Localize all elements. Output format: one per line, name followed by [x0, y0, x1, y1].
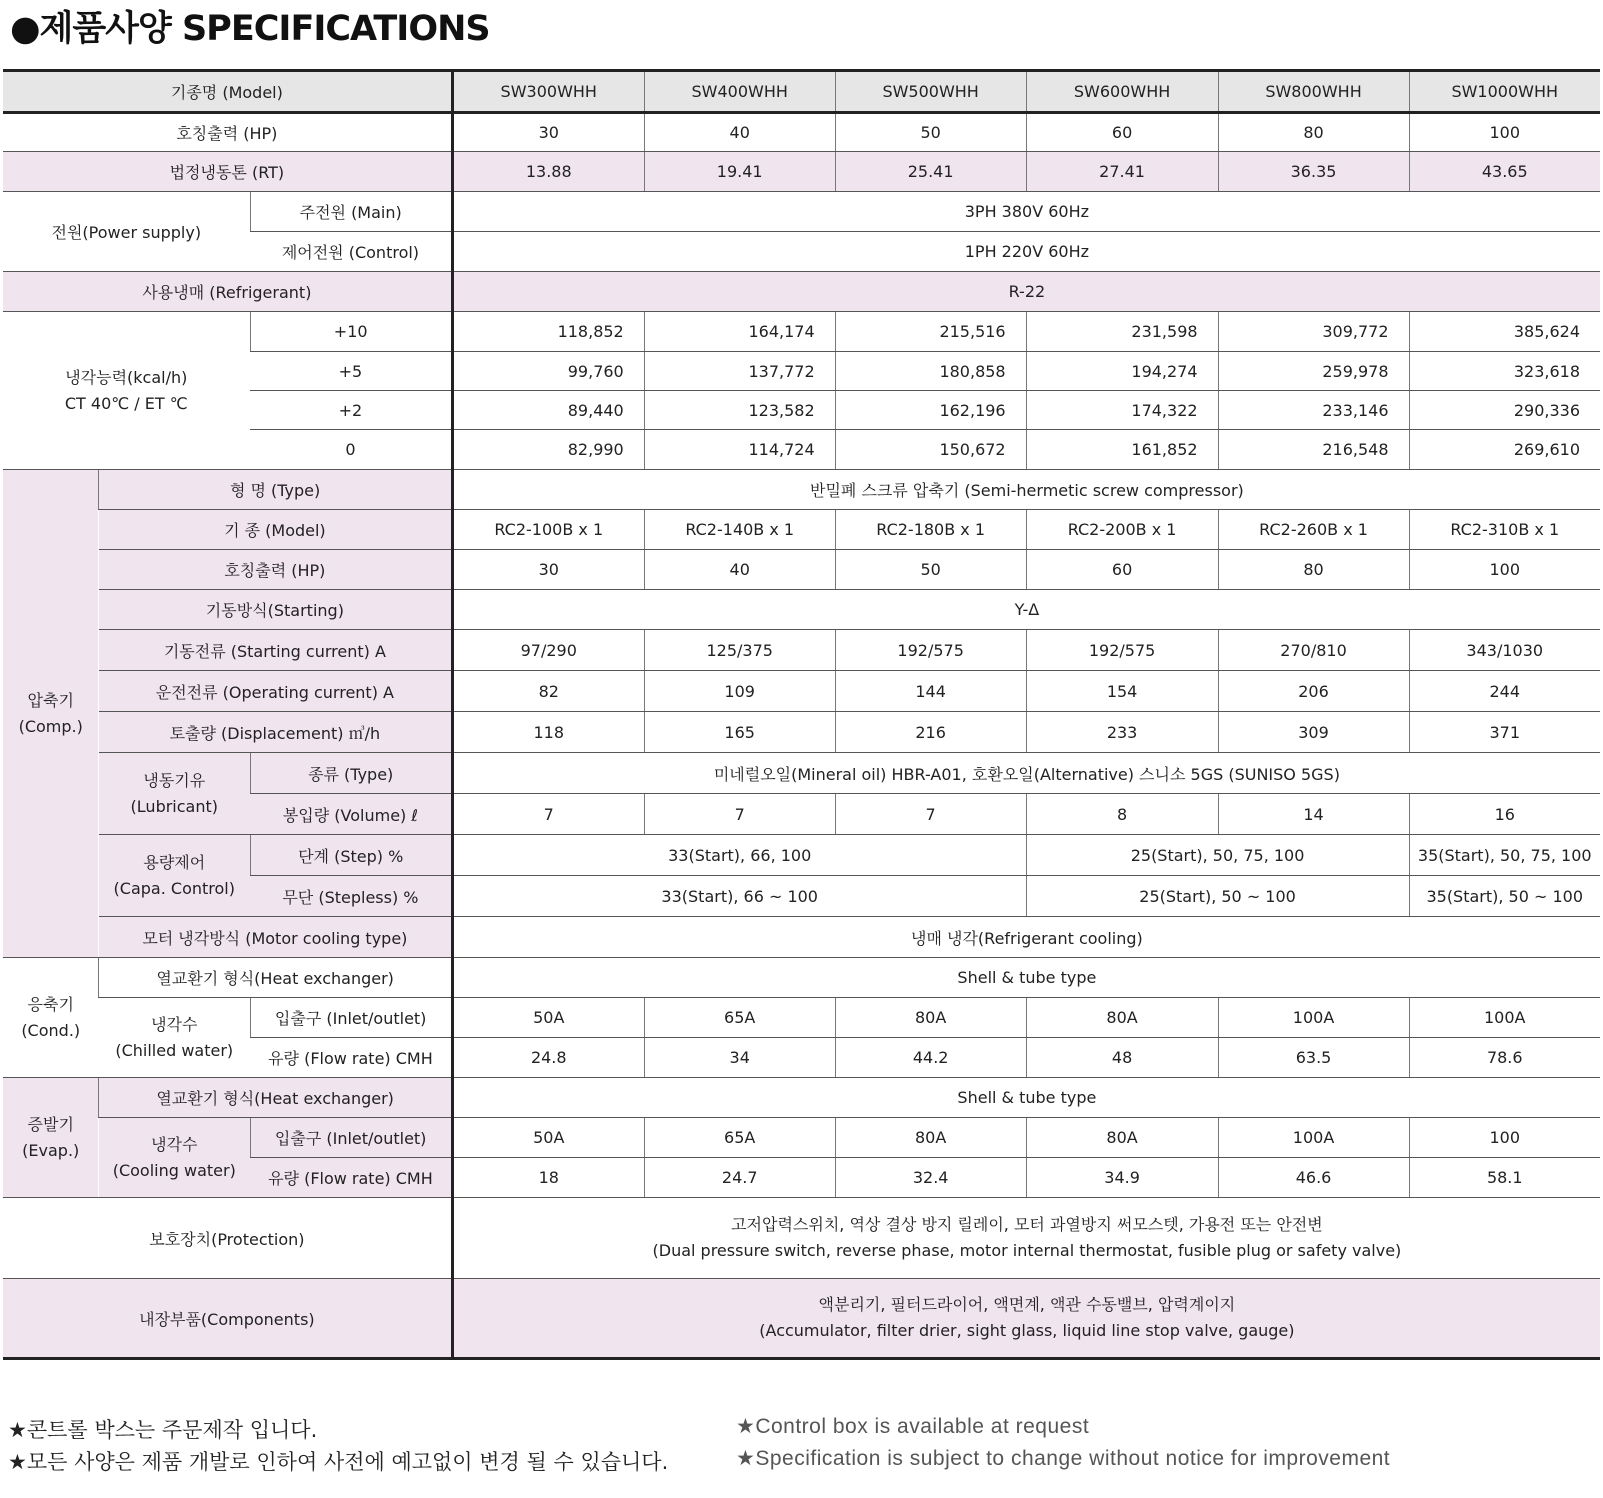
- lubricant-type-row: [3, 753, 1600, 794]
- merged-value: 미네럴오일(Mineral oil) HBR-A01, 호환오일(Alternative) 스니소 5GS (SUNISO 5GS): [452, 753, 1600, 794]
- cell-value: 194,274: [1026, 352, 1218, 391]
- model-name: SW300WHH: [452, 71, 644, 113]
- group-label-line: 냉각능력(kcal/h): [65, 367, 188, 387]
- cell-value: 371: [1409, 712, 1600, 753]
- cell-value: 50: [835, 113, 1026, 152]
- cell-value: 216: [835, 712, 1026, 753]
- evap-hx-row: [3, 1078, 1600, 1118]
- row-label: 열교환기 형식(Heat exchanger): [99, 958, 452, 998]
- cell-value: RC2-310B x 1: [1409, 510, 1600, 550]
- row-label: 기동방식(Starting): [99, 590, 452, 630]
- cell-value: 180,858: [835, 352, 1026, 391]
- sub-label: 유량 (Flow rate) CMH: [250, 1038, 452, 1078]
- merged-value: 33(Start), 66, 100: [452, 835, 1026, 876]
- comp-op-current-row: [3, 671, 1600, 712]
- cell-value: 30: [452, 550, 644, 590]
- cond-inlet-row: [3, 998, 1600, 1038]
- cell-value: 30: [452, 113, 644, 152]
- cell-value: 7: [644, 794, 835, 835]
- cell-value: 192/575: [835, 630, 1026, 671]
- power-main-row: [3, 192, 1600, 232]
- value-line: 고저압력스위치, 역상 결상 방지 릴레이, 모터 과열방지 써모스텟, 가용전 또는 안전변: [731, 1215, 1323, 1234]
- cell-value: 216,548: [1218, 430, 1409, 470]
- cond-hx-row: [3, 958, 1600, 998]
- cell-value: 35(Start), 50 ~ 100: [1409, 876, 1600, 917]
- cell-value: 100: [1409, 550, 1600, 590]
- cell-value: 50A: [452, 998, 644, 1038]
- capacity-row: [3, 312, 1600, 352]
- comp-hp-row: [3, 550, 1600, 590]
- cell-value: 82: [452, 671, 644, 712]
- group-label-line: 냉각수: [151, 1134, 198, 1154]
- merged-value: 1PH 220V 60Hz: [452, 232, 1600, 272]
- cell-value: 259,978: [1218, 352, 1409, 391]
- cell-value: 43.65: [1409, 152, 1600, 192]
- cell-value: 18: [452, 1158, 644, 1198]
- row-label: 기 종 (Model): [99, 510, 452, 550]
- footnote-spec-change-ko: ★모든 사양은 제품 개발로 인하여 사전에 예고없이 변경 될 수 있습니다.: [8, 1450, 669, 1474]
- row-label: 내장부품(Components): [3, 1279, 452, 1359]
- cell-value: 100A: [1218, 998, 1409, 1038]
- cell-value: 100: [1409, 1118, 1600, 1158]
- cell-value: 114,724: [644, 430, 835, 470]
- footnote-control-box-ko: ★콘트롤 박스는 주문제작 입니다.: [8, 1418, 318, 1442]
- cell-value: 25.41: [835, 152, 1026, 192]
- cell-value: 309: [1218, 712, 1409, 753]
- value-line: (Dual pressure switch, reverse phase, motor internal thermostat, fusible plug or safety valve): [652, 1241, 1402, 1260]
- model-name: SW500WHH: [835, 71, 1026, 113]
- cell-value: 290,336: [1409, 391, 1600, 430]
- group-label-line: 용량제어: [143, 852, 206, 872]
- sub-label: 주전원 (Main): [250, 192, 452, 232]
- cell-value: 174,322: [1026, 391, 1218, 430]
- cell-value: 100: [1409, 113, 1600, 152]
- sub-label: 무단 (Stepless) %: [250, 876, 452, 917]
- cell-value: 233,146: [1218, 391, 1409, 430]
- cell-value: 16: [1409, 794, 1600, 835]
- model-name: SW800WHH: [1218, 71, 1409, 113]
- evaporator-group-label: [3, 1078, 99, 1198]
- row-label: 열교환기 형식(Heat exchanger): [99, 1078, 452, 1118]
- cell-value: 162,196: [835, 391, 1026, 430]
- model-header-row: [3, 71, 1600, 113]
- cell-value: 97/290: [452, 630, 644, 671]
- cell-value: 34.9: [1026, 1158, 1218, 1198]
- cell-value: 60: [1026, 550, 1218, 590]
- row-label: 보호장치(Protection): [3, 1198, 452, 1279]
- cell-value: 99,760: [452, 352, 644, 391]
- model-name: SW400WHH: [644, 71, 835, 113]
- cell-value: 35(Start), 50, 75, 100: [1409, 835, 1600, 876]
- cell-value: 65A: [644, 998, 835, 1038]
- cell-value: 118,852: [452, 312, 644, 352]
- cell-value: 144: [835, 671, 1026, 712]
- sub-label: 단계 (Step) %: [250, 835, 452, 876]
- group-label-line: CT 40℃ / ET ℃: [64, 393, 188, 413]
- hp-row: [3, 113, 1600, 152]
- cell-value: 46.6: [1218, 1158, 1409, 1198]
- evap-inlet-row: [3, 1118, 1600, 1158]
- value-line: 액분리기, 필터드라이어, 액면계, 액관 수동밸브, 압력계이지: [818, 1295, 1236, 1314]
- cell-value: 192/575: [1026, 630, 1218, 671]
- cell-value: 343/1030: [1409, 630, 1600, 671]
- cell-value: 123,582: [644, 391, 835, 430]
- cell-value: 19.41: [644, 152, 835, 192]
- protection-value: [452, 1198, 1600, 1279]
- merged-value: Shell & tube type: [452, 958, 1600, 998]
- row-label: 호칭출력 (HP): [3, 113, 452, 152]
- cell-value: 118: [452, 712, 644, 753]
- cell-value: 40: [644, 550, 835, 590]
- merged-value: 33(Start), 66 ~ 100: [452, 876, 1026, 917]
- merged-value: 25(Start), 50, 75, 100: [1026, 835, 1409, 876]
- row-label: 모터 냉각방식 (Motor cooling type): [99, 917, 452, 958]
- cell-value: 154: [1026, 671, 1218, 712]
- cell-value: 48: [1026, 1038, 1218, 1078]
- cell-value: 80A: [1026, 998, 1218, 1038]
- cell-value: 44.2: [835, 1038, 1026, 1078]
- cell-value: 24.7: [644, 1158, 835, 1198]
- footnote-spec-change-en: ★Specification is subject to change without notice for improvement: [736, 1447, 1391, 1470]
- cell-value: 244: [1409, 671, 1600, 712]
- cell-value: 36.35: [1218, 152, 1409, 192]
- row-label: 법정냉동톤 (RT): [3, 152, 452, 192]
- cell-value: 100A: [1218, 1118, 1409, 1158]
- cell-value: 161,852: [1026, 430, 1218, 470]
- group-label-line: (Comp.): [18, 716, 83, 736]
- merged-value: Shell & tube type: [452, 1078, 1600, 1118]
- et-label: 0: [250, 430, 452, 470]
- comp-type-row: [3, 470, 1600, 510]
- group-label: [3, 312, 250, 470]
- sub-label: 봉입량 (Volume) ℓ: [250, 794, 452, 835]
- capa-control-label: [99, 835, 250, 917]
- cell-value: 82,990: [452, 430, 644, 470]
- group-label-line: (Chilled water): [115, 1040, 234, 1060]
- lubricant-label: [99, 753, 250, 835]
- cell-value: 269,610: [1409, 430, 1600, 470]
- cell-value: 100A: [1409, 998, 1600, 1038]
- sub-label: 종류 (Type): [250, 753, 452, 794]
- components-value: [452, 1279, 1600, 1359]
- rt-row: [3, 152, 1600, 192]
- cell-value: 80: [1218, 550, 1409, 590]
- cell-value: 385,624: [1409, 312, 1600, 352]
- group-label-line: 압축기: [27, 690, 74, 710]
- value-line: (Accumulator, filter drier, sight glass, liquid line stop valve, gauge): [759, 1321, 1295, 1340]
- cell-value: 323,618: [1409, 352, 1600, 391]
- merged-value: Y-Δ: [452, 590, 1600, 630]
- cell-value: 164,174: [644, 312, 835, 352]
- capa-step-row: [3, 835, 1600, 876]
- compressor-group-label: [3, 470, 99, 958]
- merged-value: 냉매 냉각(Refrigerant cooling): [452, 917, 1600, 958]
- cell-value: 65A: [644, 1118, 835, 1158]
- merged-value: 25(Start), 50 ~ 100: [1026, 876, 1409, 917]
- cell-value: RC2-100B x 1: [452, 510, 644, 550]
- merged-value: R-22: [452, 272, 1600, 312]
- cell-value: 309,772: [1218, 312, 1409, 352]
- row-label: 기동전류 (Starting current) A: [99, 630, 452, 671]
- comp-start-current-row: [3, 630, 1600, 671]
- cell-value: 270/810: [1218, 630, 1409, 671]
- cell-value: 8: [1026, 794, 1218, 835]
- group-label-line: (Cond.): [21, 1020, 81, 1040]
- merged-value: 반밀폐 스크류 압축기 (Semi-hermetic screw compressor): [452, 470, 1600, 510]
- protection-row: [3, 1198, 1600, 1279]
- chilled-water-label: [99, 998, 250, 1078]
- cell-value: 14: [1218, 794, 1409, 835]
- sub-label: 입출구 (Inlet/outlet): [250, 998, 452, 1038]
- cell-value: 58.1: [1409, 1158, 1600, 1198]
- cell-value: 50A: [452, 1118, 644, 1158]
- cell-value: 231,598: [1026, 312, 1218, 352]
- et-label: +10: [250, 312, 452, 352]
- cell-value: 80A: [835, 998, 1026, 1038]
- motor-cooling-row: [3, 917, 1600, 958]
- cell-value: 24.8: [452, 1038, 644, 1078]
- sub-label: 유량 (Flow rate) CMH: [250, 1158, 452, 1198]
- sub-label: 제어전원 (Control): [250, 232, 452, 272]
- merged-value: 3PH 380V 60Hz: [452, 192, 1600, 232]
- model-name: SW1000WHH: [1409, 71, 1600, 113]
- cell-value: 7: [452, 794, 644, 835]
- cell-value: RC2-180B x 1: [835, 510, 1026, 550]
- group-label-line: 냉동기유: [143, 770, 206, 790]
- components-row: [3, 1279, 1600, 1359]
- cell-value: 206: [1218, 671, 1409, 712]
- cell-value: 80: [1218, 113, 1409, 152]
- cell-value: 50: [835, 550, 1026, 590]
- cell-value: 125/375: [644, 630, 835, 671]
- cell-value: 13.88: [452, 152, 644, 192]
- page-title: ●제품사양 SPECIFICATIONS: [10, 9, 490, 49]
- group-label-line: 냉각수: [151, 1014, 198, 1034]
- cell-value: RC2-200B x 1: [1026, 510, 1218, 550]
- row-label: 호칭출력 (HP): [99, 550, 452, 590]
- cell-value: 109: [644, 671, 835, 712]
- row-label: 사용냉매 (Refrigerant): [3, 272, 452, 312]
- group-label-line: 증발기: [27, 1114, 74, 1134]
- refrigerant-row: [3, 272, 1600, 312]
- model-header-label: 기종명 (Model): [3, 71, 452, 113]
- row-label: 형 명 (Type): [99, 470, 452, 510]
- footnote-control-box-en: ★Control box is available at request: [736, 1415, 1090, 1438]
- group-label-line: (Evap.): [22, 1140, 80, 1160]
- cell-value: 165: [644, 712, 835, 753]
- cell-value: 233: [1026, 712, 1218, 753]
- comp-model-row: [3, 510, 1600, 550]
- cell-value: 60: [1026, 113, 1218, 152]
- comp-starting-row: [3, 590, 1600, 630]
- cell-value: 215,516: [835, 312, 1026, 352]
- cell-value: RC2-260B x 1: [1218, 510, 1409, 550]
- model-name: SW600WHH: [1026, 71, 1218, 113]
- cell-value: 32.4: [835, 1158, 1026, 1198]
- cell-value: 89,440: [452, 391, 644, 430]
- cell-value: 80A: [835, 1118, 1026, 1158]
- group-label-line: 응축기: [27, 994, 74, 1014]
- cell-value: 150,672: [835, 430, 1026, 470]
- et-label: +5: [250, 352, 452, 391]
- group-label: 전원(Power supply): [3, 192, 250, 272]
- sub-label: 입출구 (Inlet/outlet): [250, 1118, 452, 1158]
- cell-value: 34: [644, 1038, 835, 1078]
- cooling-water-label: [99, 1118, 250, 1198]
- group-label-line: (Cooling water): [112, 1160, 236, 1180]
- cell-value: RC2-140B x 1: [644, 510, 835, 550]
- group-label-line: (Capa. Control): [113, 878, 235, 898]
- cell-value: 27.41: [1026, 152, 1218, 192]
- row-label: 토출량 (Displacement) ㎥/h: [99, 712, 452, 753]
- cell-value: 40: [644, 113, 835, 152]
- specifications-table: [3, 69, 1600, 1360]
- cell-value: 7: [835, 794, 1026, 835]
- cell-value: 63.5: [1218, 1038, 1409, 1078]
- cell-value: 78.6: [1409, 1038, 1600, 1078]
- comp-displacement-row: [3, 712, 1600, 753]
- cell-value: 80A: [1026, 1118, 1218, 1158]
- cell-value: 137,772: [644, 352, 835, 391]
- group-label-line: (Lubricant): [130, 796, 218, 816]
- condenser-group-label: [3, 958, 99, 1078]
- row-label: 운전전류 (Operating current) A: [99, 671, 452, 712]
- et-label: +2: [250, 391, 452, 430]
